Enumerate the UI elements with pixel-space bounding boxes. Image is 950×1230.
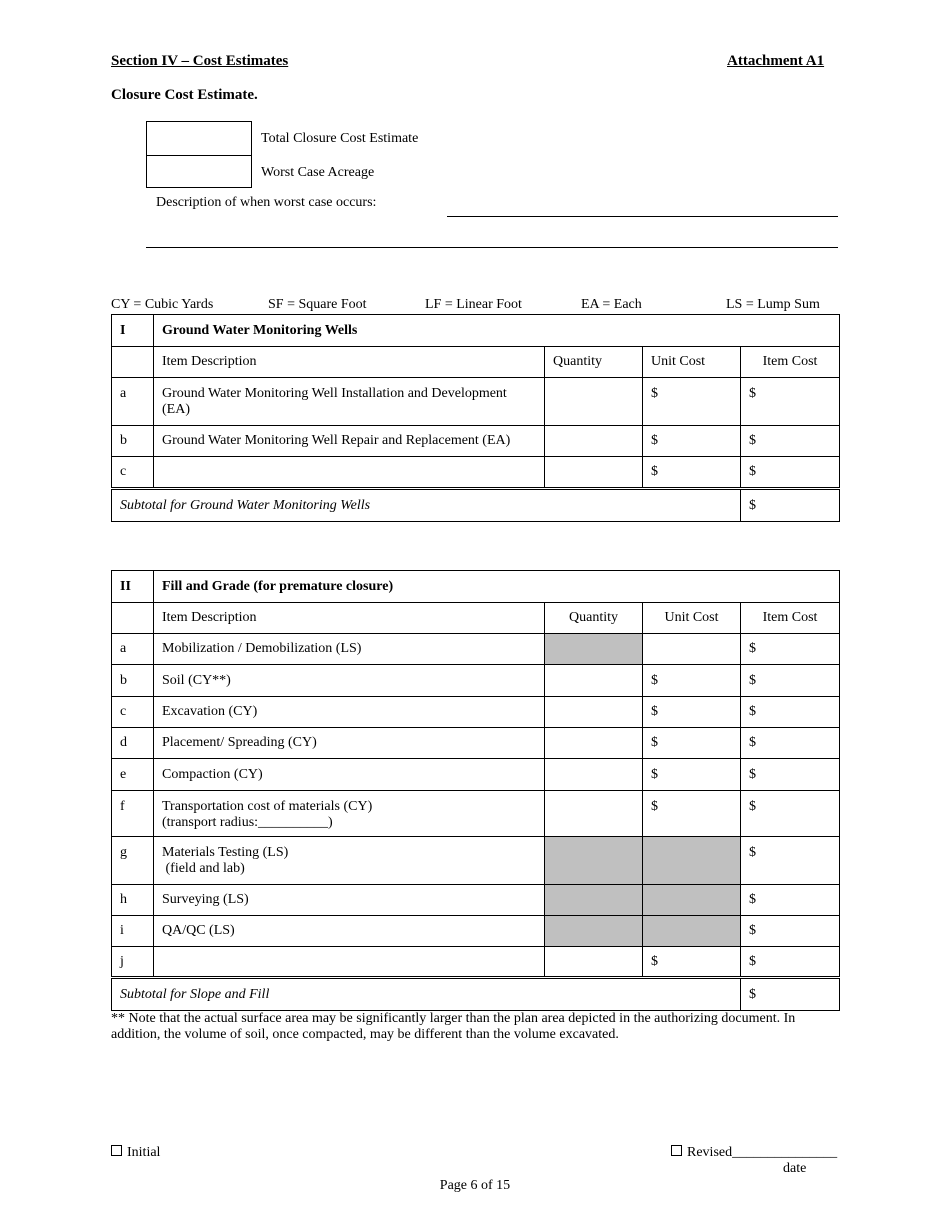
item-cost-cell[interactable]: $	[741, 837, 840, 885]
subtotal-value[interactable]: $	[741, 978, 840, 1011]
row-description: Ground Water Monitoring Well Installation and Development (EA)	[154, 378, 545, 426]
item-cost-cell[interactable]: $	[741, 697, 840, 728]
row-letter: g	[112, 837, 154, 885]
quantity-cell-disabled	[545, 916, 643, 947]
initial-option[interactable]	[111, 1145, 160, 1161]
unit-cost-cell[interactable]: $	[643, 728, 741, 759]
table-row	[112, 697, 840, 728]
table-row	[112, 634, 840, 665]
total-estimate-label: Total Closure Cost Estimate	[261, 131, 419, 146]
item-cost-cell[interactable]: $	[741, 791, 840, 837]
header-unit-cost: Unit Cost	[643, 603, 741, 634]
section-title: Section IV – Cost Estimates	[111, 53, 289, 69]
letter-cell	[112, 347, 154, 378]
item-cost-cell[interactable]: $	[741, 426, 840, 457]
revised-checkbox[interactable]	[671, 1145, 682, 1156]
table-row	[112, 791, 840, 837]
header-item-cost: Item Cost	[741, 603, 840, 634]
legend-sf: SF = Square Foot	[268, 297, 367, 312]
row-letter: c	[112, 697, 154, 728]
row-description[interactable]	[154, 457, 545, 489]
page-subtitle: Closure Cost Estimate.	[111, 87, 258, 103]
page-number: Page 6 of 15	[439, 1178, 511, 1193]
quantity-cell-disabled	[545, 634, 643, 665]
row-letter: c	[112, 457, 154, 489]
header-quantity: Quantity	[545, 347, 643, 378]
quantity-cell[interactable]	[545, 665, 643, 697]
row-letter: h	[112, 885, 154, 916]
ground-water-wells-table	[111, 314, 840, 522]
quantity-cell[interactable]	[545, 697, 643, 728]
row-description: Compaction (CY)	[154, 759, 545, 791]
row-description: Surveying (LS)	[154, 885, 545, 916]
table-row	[112, 665, 840, 697]
item-cost-cell[interactable]: $	[741, 759, 840, 791]
table-row	[112, 457, 840, 489]
row-description: Soil (CY**)	[154, 665, 545, 697]
unit-cost-cell[interactable]: $	[643, 426, 741, 457]
row-letter: b	[112, 426, 154, 457]
item-cost-cell[interactable]: $	[741, 916, 840, 947]
quantity-cell[interactable]	[545, 426, 643, 457]
subtotal-label: Subtotal for Slope and Fill	[112, 978, 741, 1011]
quantity-cell[interactable]	[545, 947, 643, 978]
item-cost-cell[interactable]: $	[741, 728, 840, 759]
table-row	[112, 916, 840, 947]
unit-cost-cell[interactable]: $	[643, 665, 741, 697]
table-row	[112, 759, 840, 791]
table-row	[112, 378, 840, 426]
section-number: I	[112, 315, 154, 347]
date-label: date	[783, 1161, 807, 1176]
subtotal-label: Subtotal for Ground Water Monitoring Wells	[112, 489, 741, 522]
item-cost-cell[interactable]: $	[741, 378, 840, 426]
quantity-cell[interactable]	[545, 791, 643, 837]
row-letter: a	[112, 634, 154, 665]
row-description	[154, 837, 545, 885]
total-estimate-box[interactable]	[146, 121, 252, 156]
subtotal-row	[112, 978, 840, 1011]
quantity-cell[interactable]	[545, 728, 643, 759]
letter-cell	[112, 603, 154, 634]
description-line-2[interactable]	[146, 247, 838, 248]
description-line-1[interactable]	[447, 216, 838, 217]
row-letter: e	[112, 759, 154, 791]
legend-ea: EA = Each	[581, 297, 642, 312]
row-description: QA/QC (LS)	[154, 916, 545, 947]
table-row	[112, 426, 840, 457]
soil-note: ** Note that the actual surface area may be significantly larger than the plan area depicted in the authorizing document. In addition, the volume of soil, once compacted, may be different than the volume excavated.	[111, 1011, 796, 1042]
section-number: II	[112, 571, 154, 603]
unit-cost-cell-disabled	[643, 916, 741, 947]
subtotal-value[interactable]: $	[741, 489, 840, 522]
row-description-line-1: Transportation cost of materials (CY)	[162, 799, 373, 814]
initial-label: Initial	[127, 1145, 161, 1160]
legend-lf: LF = Linear Foot	[425, 297, 522, 312]
item-cost-cell[interactable]: $	[741, 947, 840, 978]
unit-cost-cell[interactable]: $	[643, 378, 741, 426]
item-cost-cell[interactable]: $	[741, 457, 840, 489]
quantity-cell-disabled	[545, 837, 643, 885]
quantity-cell[interactable]	[545, 457, 643, 489]
unit-cost-cell[interactable]: $	[643, 791, 741, 837]
quantity-cell[interactable]	[545, 759, 643, 791]
worst-case-acreage-box[interactable]	[146, 155, 252, 188]
header-item-cost: Item Cost	[741, 347, 840, 378]
table-row	[112, 885, 840, 916]
row-description: Ground Water Monitoring Well Repair and Replacement (EA)	[154, 426, 545, 457]
header-unit-cost: Unit Cost	[643, 347, 741, 378]
header-item-description: Item Description	[154, 603, 545, 634]
unit-cost-cell[interactable]	[643, 634, 741, 665]
row-description-line-1: Materials Testing (LS)	[162, 845, 289, 860]
item-cost-cell[interactable]: $	[741, 665, 840, 697]
row-description-line-2: (transport radius:__________)	[162, 815, 333, 830]
table-row	[112, 837, 840, 885]
worst-case-description-label: Description of when worst case occurs:	[156, 195, 377, 210]
fill-and-grade-table	[111, 570, 840, 1011]
header-item-description: Item Description	[154, 347, 545, 378]
table-title: Ground Water Monitoring Wells	[154, 315, 840, 347]
header-quantity: Quantity	[545, 603, 643, 634]
table-title: Fill and Grade (for premature closure)	[154, 571, 840, 603]
unit-cost-cell[interactable]: $	[643, 457, 741, 489]
row-letter: j	[112, 947, 154, 978]
row-letter: i	[112, 916, 154, 947]
unit-cost-cell[interactable]: $	[643, 759, 741, 791]
initial-checkbox[interactable]	[111, 1145, 122, 1156]
item-cost-cell[interactable]: $	[741, 634, 840, 665]
row-description: Mobilization / Demobilization (LS)	[154, 634, 545, 665]
row-description[interactable]	[154, 947, 545, 978]
legend-cy: CY = Cubic Yards	[111, 297, 214, 312]
unit-cost-cell-disabled	[643, 885, 741, 916]
item-cost-cell[interactable]: $	[741, 885, 840, 916]
revised-label: Revised_______________	[687, 1145, 838, 1160]
row-letter: b	[112, 665, 154, 697]
unit-cost-cell-disabled	[643, 837, 741, 885]
row-description: Excavation (CY)	[154, 697, 545, 728]
revised-option[interactable]	[671, 1145, 837, 1161]
quantity-cell[interactable]	[545, 378, 643, 426]
legend-ls: LS = Lump Sum	[726, 297, 820, 312]
table-row	[112, 728, 840, 759]
row-description	[154, 791, 545, 837]
quantity-cell-disabled	[545, 885, 643, 916]
worst-case-acreage-label: Worst Case Acreage	[261, 165, 375, 180]
row-letter: a	[112, 378, 154, 426]
row-description-line-2: (field and lab)	[162, 861, 245, 876]
unit-cost-cell[interactable]: $	[643, 947, 741, 978]
unit-cost-cell[interactable]: $	[643, 697, 741, 728]
row-letter: f	[112, 791, 154, 837]
attachment-label: Attachment A1	[727, 53, 825, 69]
subtotal-row	[112, 489, 840, 522]
table-row	[112, 947, 840, 978]
row-letter: d	[112, 728, 154, 759]
row-description: Placement/ Spreading (CY)	[154, 728, 545, 759]
